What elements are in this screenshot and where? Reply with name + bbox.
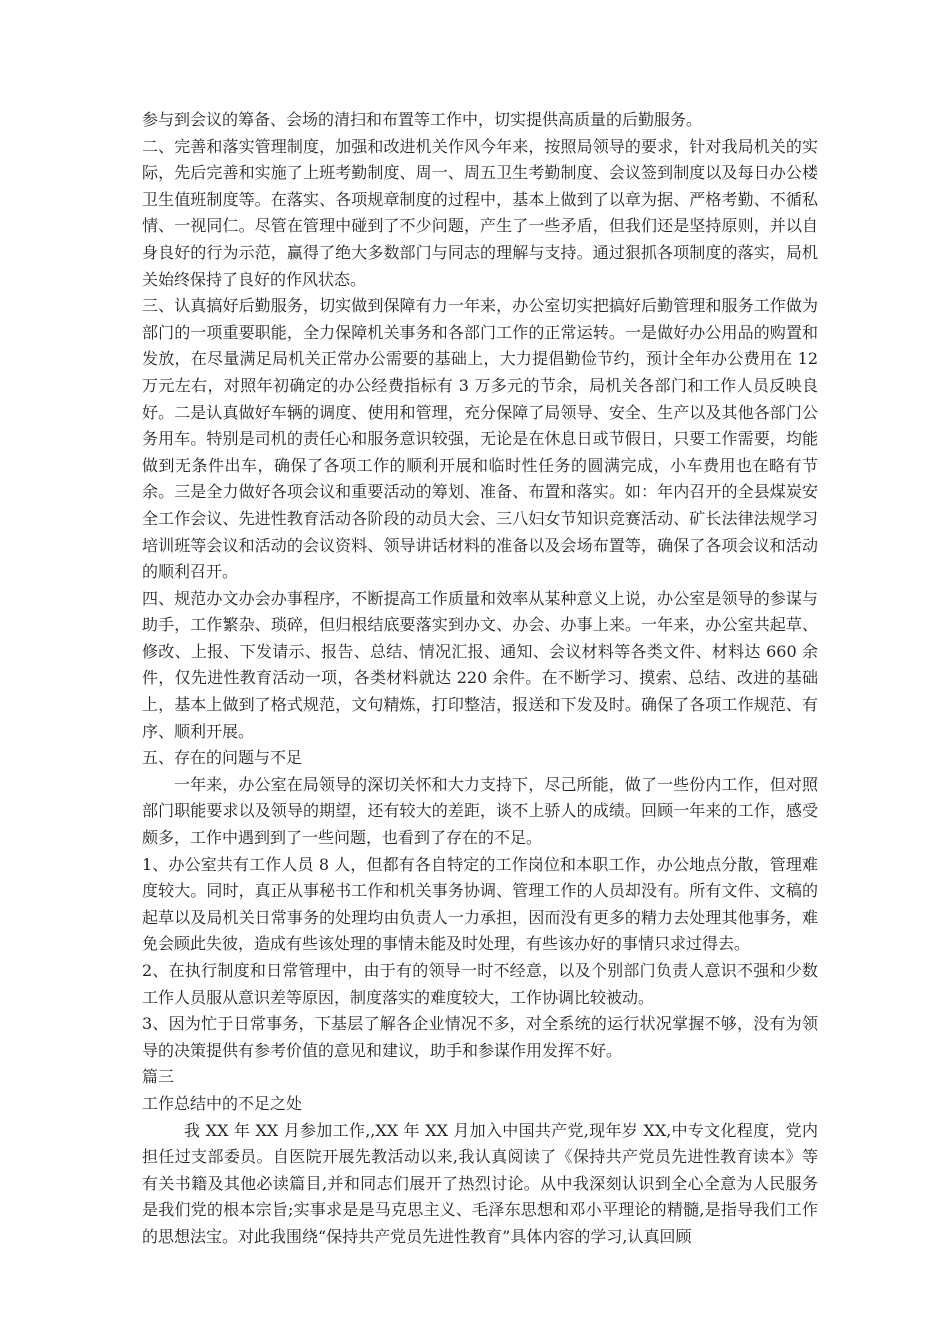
paragraph-section-4: 四、规范办文办会办事程序，不断提高工作质量和效率从某种意义上说，办公室是领导的参谋与助手，工作繁杂、琐碎，但归根结底要落实到办文、办会、办事上来。一年来，办公室共起草、修改、上报、下发请示、报告、总结、情况汇报、通知、会议材料等各类文件、材料达 660 余件，仅先进性教育活动一项，各类材料就达 220 余件。在不断学习、摸索、总结、改进的基础上，基本上做到了格式规范，文句精炼，打印整洁，报送和下发及时。确保了各项工作规范、有序、顺利开展。 xyxy=(142,588,818,741)
section-title: 工作总结中的不足之处 xyxy=(142,1093,303,1113)
list-item-2: 2、在执行制度和日常管理中，由于有的领导一时不经意，以及个别部门负责人意识不强和少数工作人员服从意识差等原因，制度落实的难度较大，工作协调比较被动。 xyxy=(142,961,818,1007)
paragraph-intro: 一年来，办公室在局领导的深切关怀和大力支持下，尽己所能，做了一些份内工作，但对照部门职能要求以及领导的期望，还有较大的差距，谈不上骄人的成绩。回顾一年来的工作，感受颇多，工作中遇到到了一些问题，也看到了存在的不足。 xyxy=(142,774,818,848)
paragraph-personal: 我 XX 年 XX 月参加工作,,XX 年 XX 月加入中国共产党,现年岁 XX,中专文化程度，党内担任过支部委员。自医院开展先教活动以来,我认真阅读了《保持共产党员先进性教育读本》等有关书籍及其他必读篇目,并和同志们展开了热烈讨论。从中我深刻认识到全心全意为人民服务是我们党的根本宗旨;实事求是是马克思主义、毛泽东思想和邓小平理论的精髓,是指导我们工作的思想法宝。对此我围绕“保持共产党员先进性教育”具体内容的学习,认真回顾 xyxy=(142,1120,818,1246)
document-body xyxy=(142,107,818,1251)
list-item-1: 1、办公室共有工作人员 8 人，但都有各自特定的工作岗位和本职工作，办公地点分散，管理难度较大。同时，真正从事秘书工作和机关事务协调、管理工作的人员却没有。所有文件、文稿的起草以及局机关日常事务的处理均由负责人一力承担，因而没有更多的精力去处理其他事务，难免会顾此失彼，造成有些该处理的事情未能及时处理，有些该办好的事情只求过得去。 xyxy=(142,854,818,954)
paragraph-section-2: 二、完善和落实管理制度，加强和改进机关作风今年来，按照局领导的要求，针对我局机关的实际，先后完善和实施了上班考勤制度、周一、周五卫生考勤制度、会议签到制度以及每日办公楼卫生值班制度等。在落实、各项规章制度的过程中，基本上做到了以章为据、严格考勤、不循私情、一视同仁。尽管在管理中碰到了不少问题，产生了一些矛盾，但我们还是坚持原则，并以自身良好的行为示范，赢得了绝大多数部门与同志的理解与支持。通过狠抓各项制度的落实，局机关始终保持了良好的作风状态。 xyxy=(142,136,818,289)
list-item-3: 3、因为忙于日常事务，下基层了解各企业情况不多，对全系统的运行状况掌握不够，没有为领导的决策提供有参考价值的意见和建议，助手和参谋作用发挥不好。 xyxy=(142,1014,818,1060)
part-heading: 篇三 xyxy=(142,1067,175,1087)
heading-section-5: 五、存在的问题与不足 xyxy=(142,748,303,768)
paragraph-continuation: 参与到会议的筹备、会场的清扫和布置等工作中，切实提供高质量的后勤服务。 xyxy=(142,110,703,129)
paragraph-section-3: 三、认真搞好后勤服务，切实做到保障有力一年来，办公室切实把搞好后勤管理和服务工作做为部门的一项重要职能，全力保障机关事务和各部门工作的正常运转。一是做好办公用品的购置和发放，在尽量满足局机关正常办公需要的基础上，大力提倡勤俭节约，预计全年办公费用在 12 万元左右，对照年初确定的办公经费指标有 3 万多元的节余，局机关各部门和工作人员反映良好。二是认真做好车辆的调度、使用和管理，充分保障了局领导、安全、生产以及其他各部门公务用车。特别是司机的责任心和服务意识较强，无论是在休息日或节假日，只要工作需要，均能做到无条件出车，确保了各项工作的顺利开展和临时性任务的圆满完成，小车费用也在略有节余。三是全力做好各项会议和重要活动的筹划、准备、布置和落实。如：年内召开的全县煤炭安全工作会议、先进性教育活动各阶段的动员大会、三八妇女节知识竞赛活动、矿长法律法规学习培训班等会议和活动的会议资料、领导讲话材料的准备以及会场布置等，确保了各项会议和活动的顺利召开。 xyxy=(142,296,818,582)
